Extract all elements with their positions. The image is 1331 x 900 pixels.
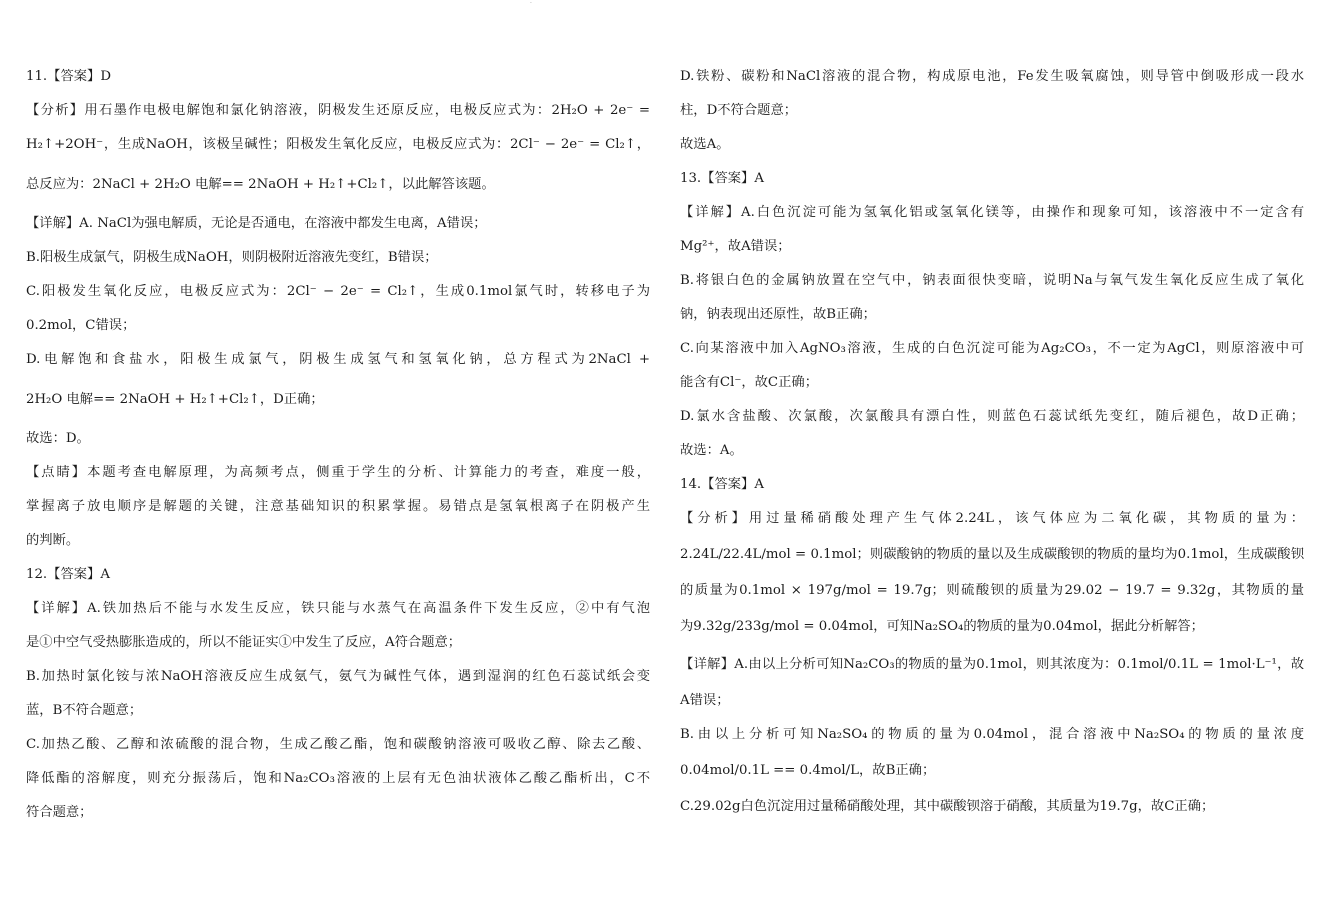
- text-line: D.铁粉、碳粉和NaCl溶液的混合物，构成原电池，Fe发生吸氧腐蚀，则导管中倒吸形成一段水: [680, 69, 1304, 84]
- text-line: 掌握离子放电顺序是解题的关键，注意基础知识的积累掌握。易错点是氢氧根离子在阴极产生: [26, 499, 650, 514]
- text-line: 2.24L/22.4L/mol = 0.1mol；则碳酸钠的物质的量以及生成碳酸钡的物质的量均为0.1mol，生成碳酸钡: [680, 547, 1304, 562]
- text-line: 故选：D。: [26, 431, 90, 446]
- text-line: B.阳极生成氯气，阴极生成NaOH，则阴极附近溶液先变红，B错误；: [26, 250, 438, 265]
- text-line: 2H₂O 电解== 2NaOH + H₂↑+Cl₂↑，D正确；: [26, 392, 324, 407]
- text-line: B.加热时氯化铵与浓NaOH溶液反应生成氨气，氨气为碱性气体，遇到湿润的红色石蕊试纸会变: [26, 669, 650, 684]
- text-line: 【分析】用石墨作电极电解饱和氯化钠溶液，阴极发生还原反应，电极反应式为：2H₂O + 2e⁻ =: [26, 103, 650, 118]
- text-line: 12.【答案】A: [26, 567, 110, 582]
- text-line: 的判断。: [26, 533, 80, 548]
- text-line: 0.2mol，C错误；: [26, 318, 136, 333]
- text-line: B.由以上分析可知Na₂SO₄的物质的量为0.04mol，混合溶液中Na₂SO₄的物质的量浓度: [680, 727, 1304, 742]
- text-line: 【分析】用过量稀硝酸处理产生气体2.24L，该气体应为二氧化碳，其物质的量为：: [680, 511, 1304, 526]
- text-line: 【点睛】本题考查电解原理，为高频考点，侧重于学生的分析、计算能力的考查，难度一般，: [26, 465, 650, 480]
- text-line: 故选：A。: [680, 443, 743, 458]
- text-line: 蓝，B不符合题意；: [26, 703, 143, 718]
- text-line: B.将银白色的金属钠放置在空气中，钠表面很快变暗，说明Na与氧气发生氧化反应生成了氧化: [680, 273, 1304, 288]
- text-line: D.氯水含盐酸、次氯酸，次氯酸具有漂白性，则蓝色石蕊试纸先变红，随后褪色，故D正确；: [680, 409, 1304, 424]
- text-line: C.向某溶液中加入AgNO₃溶液，生成的白色沉淀可能为Ag₂CO₃，不一定为AgCl，则原溶液中可: [680, 341, 1304, 356]
- text-line: D.电解饱和食盐水，阳极生成氯气，阴极生成氢气和氢氧化钠，总方程式为2NaCl +: [26, 352, 650, 367]
- text-line: 总反应为：2NaCl + 2H₂O 电解== 2NaOH + H₂↑+Cl₂↑，以此解答该题。: [26, 177, 495, 192]
- text-line: 的质量为0.1mol × 197g/mol = 19.7g；则硫酸钡的质量为29.02 − 19.7 = 9.32g，其物质的量: [680, 583, 1304, 598]
- right-column: [680, 60, 1304, 824]
- text-line: 符合题意；: [26, 805, 93, 820]
- text-line: 0.04mol/0.1L == 0.4mol/L，故B正确；: [680, 763, 936, 778]
- text-line: 【详解】A.铁加热后不能与水发生反应，铁只能与水蒸气在高温条件下发生反应，②中有气泡: [26, 601, 650, 616]
- text-line: 14.【答案】A: [680, 477, 764, 492]
- text-line: 是①中空气受热膨胀造成的，所以不能证实①中发生了反应，A符合题意；: [26, 635, 462, 650]
- left-column: [26, 60, 650, 830]
- text-line: 能含有Cl⁻，故C正确；: [680, 375, 818, 390]
- scan-speck: ·: [530, 0, 532, 7]
- text-line: Mg²⁺，故A错误；: [680, 239, 791, 254]
- text-line: 13.【答案】A: [680, 171, 764, 186]
- text-line: 柱，D不符合题意；: [680, 103, 798, 118]
- text-line: 钠，钠表现出还原性，故B正确；: [680, 307, 876, 322]
- text-line: 11.【答案】D: [26, 69, 111, 84]
- text-line: 降低酯的溶解度，则充分振荡后，饱和Na₂CO₃溶液的上层有无色油状液体乙酸乙酯析出，C不: [26, 771, 650, 786]
- text-line: 为9.32g/233g/mol = 0.04mol，可知Na₂SO₄的物质的量为0.04mol，据此分析解答；: [680, 619, 1204, 634]
- text-line: 【详解】A.由以上分析可知Na₂CO₃的物质的量为0.1mol，则其浓度为：0.1mol/0.1L = 1mol·L⁻¹，故: [680, 657, 1304, 672]
- text-line: C.加热乙酸、乙醇和浓硫酸的混合物，生成乙酸乙酯，饱和碳酸钠溶液可吸收乙醇、除去乙酸、: [26, 737, 650, 752]
- text-line: 【详解】A.白色沉淀可能为氢氧化铝或氢氧化镁等，由操作和现象可知，该溶液中不一定含有: [680, 205, 1304, 220]
- text-line: C.29.02g白色沉淀用过量稀硝酸处理，其中碳酸钡溶于硝酸，其质量为19.7g，故C正确；: [680, 799, 1215, 814]
- text-line: H₂↑+2OH⁻，生成NaOH，该极呈碱性；阳极发生氧化反应，电极反应式为：2Cl⁻ − 2e⁻ = Cl₂↑，: [26, 137, 650, 152]
- text-line: 【详解】A. NaCl为强电解质，无论是否通电，在溶液中都发生电离，A错误；: [26, 216, 487, 231]
- text-line: 故选A。: [680, 137, 730, 152]
- text-line: C.阳极发生氧化反应，电极反应式为：2Cl⁻ − 2e⁻ = Cl₂↑，生成0.1mol氯气时，转移电子为: [26, 284, 650, 299]
- text-line: A错误；: [680, 693, 730, 708]
